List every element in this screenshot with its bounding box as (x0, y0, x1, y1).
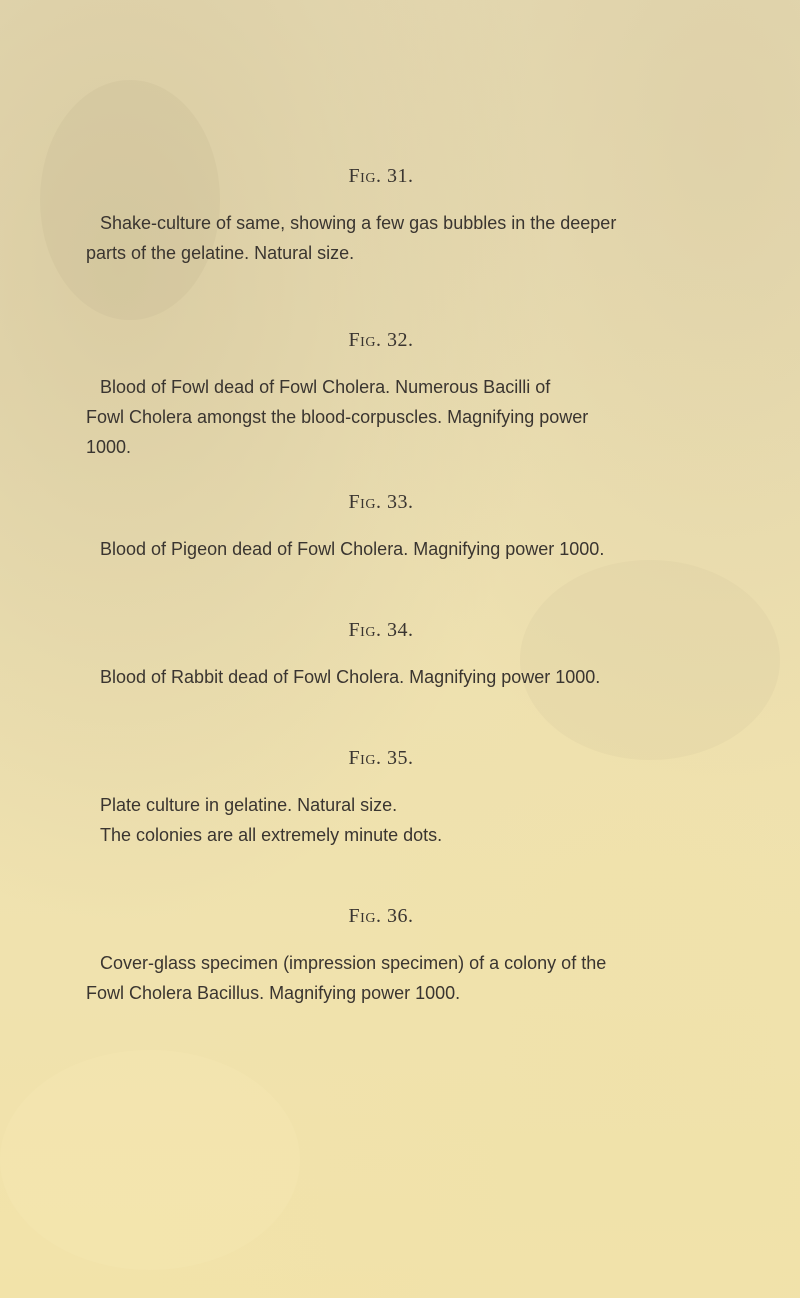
figure-35-block (100, 744, 662, 850)
caption-line: Fowl Cholera amongst the blood-corpuscles. Magnifying power (86, 407, 589, 427)
figure-31-block (86, 162, 662, 268)
figure-caption (100, 534, 662, 564)
figure-title: Fig. 36. (348, 905, 414, 927)
caption-line: The colonies are all extremely minute dots. (100, 825, 443, 845)
figure-caption (86, 372, 662, 462)
caption-line: 1000. (86, 437, 132, 457)
figure-32-block (86, 326, 662, 462)
figure-34-block (100, 616, 662, 692)
figure-36-block (86, 902, 662, 1008)
figure-caption (100, 662, 662, 692)
figure-caption (86, 208, 662, 268)
figure-title: Fig. 34. (348, 619, 414, 641)
figure-title: Fig. 32. (348, 329, 414, 351)
caption-line: Blood of Pigeon dead of Fowl Cholera. Magnifying power 1000. (100, 539, 605, 559)
caption-line: Fowl Cholera Bacillus. Magnifying power 1000. (86, 983, 461, 1003)
caption-line: Plate culture in gelatine. Natural size. (100, 795, 398, 815)
figure-caption (100, 790, 662, 850)
figure-title: Fig. 31. (348, 165, 414, 187)
figure-caption (86, 948, 662, 1008)
figure-title: Fig. 33. (348, 491, 414, 513)
figure-33-block (100, 488, 662, 564)
caption-line: Shake-culture of same, showing a few gas bubbles in the deeper (100, 213, 617, 233)
caption-line: Blood of Rabbit dead of Fowl Cholera. Magnifying power 1000. (100, 667, 601, 687)
caption-line: Blood of Fowl dead of Fowl Cholera. Numerous Bacilli of (100, 377, 551, 397)
caption-line: parts of the gelatine. Natural size. (86, 243, 355, 263)
figure-title: Fig. 35. (348, 747, 414, 769)
paper-stain (0, 1050, 300, 1270)
caption-line: Cover-glass specimen (impression specimen) of a colony of the (100, 953, 607, 973)
